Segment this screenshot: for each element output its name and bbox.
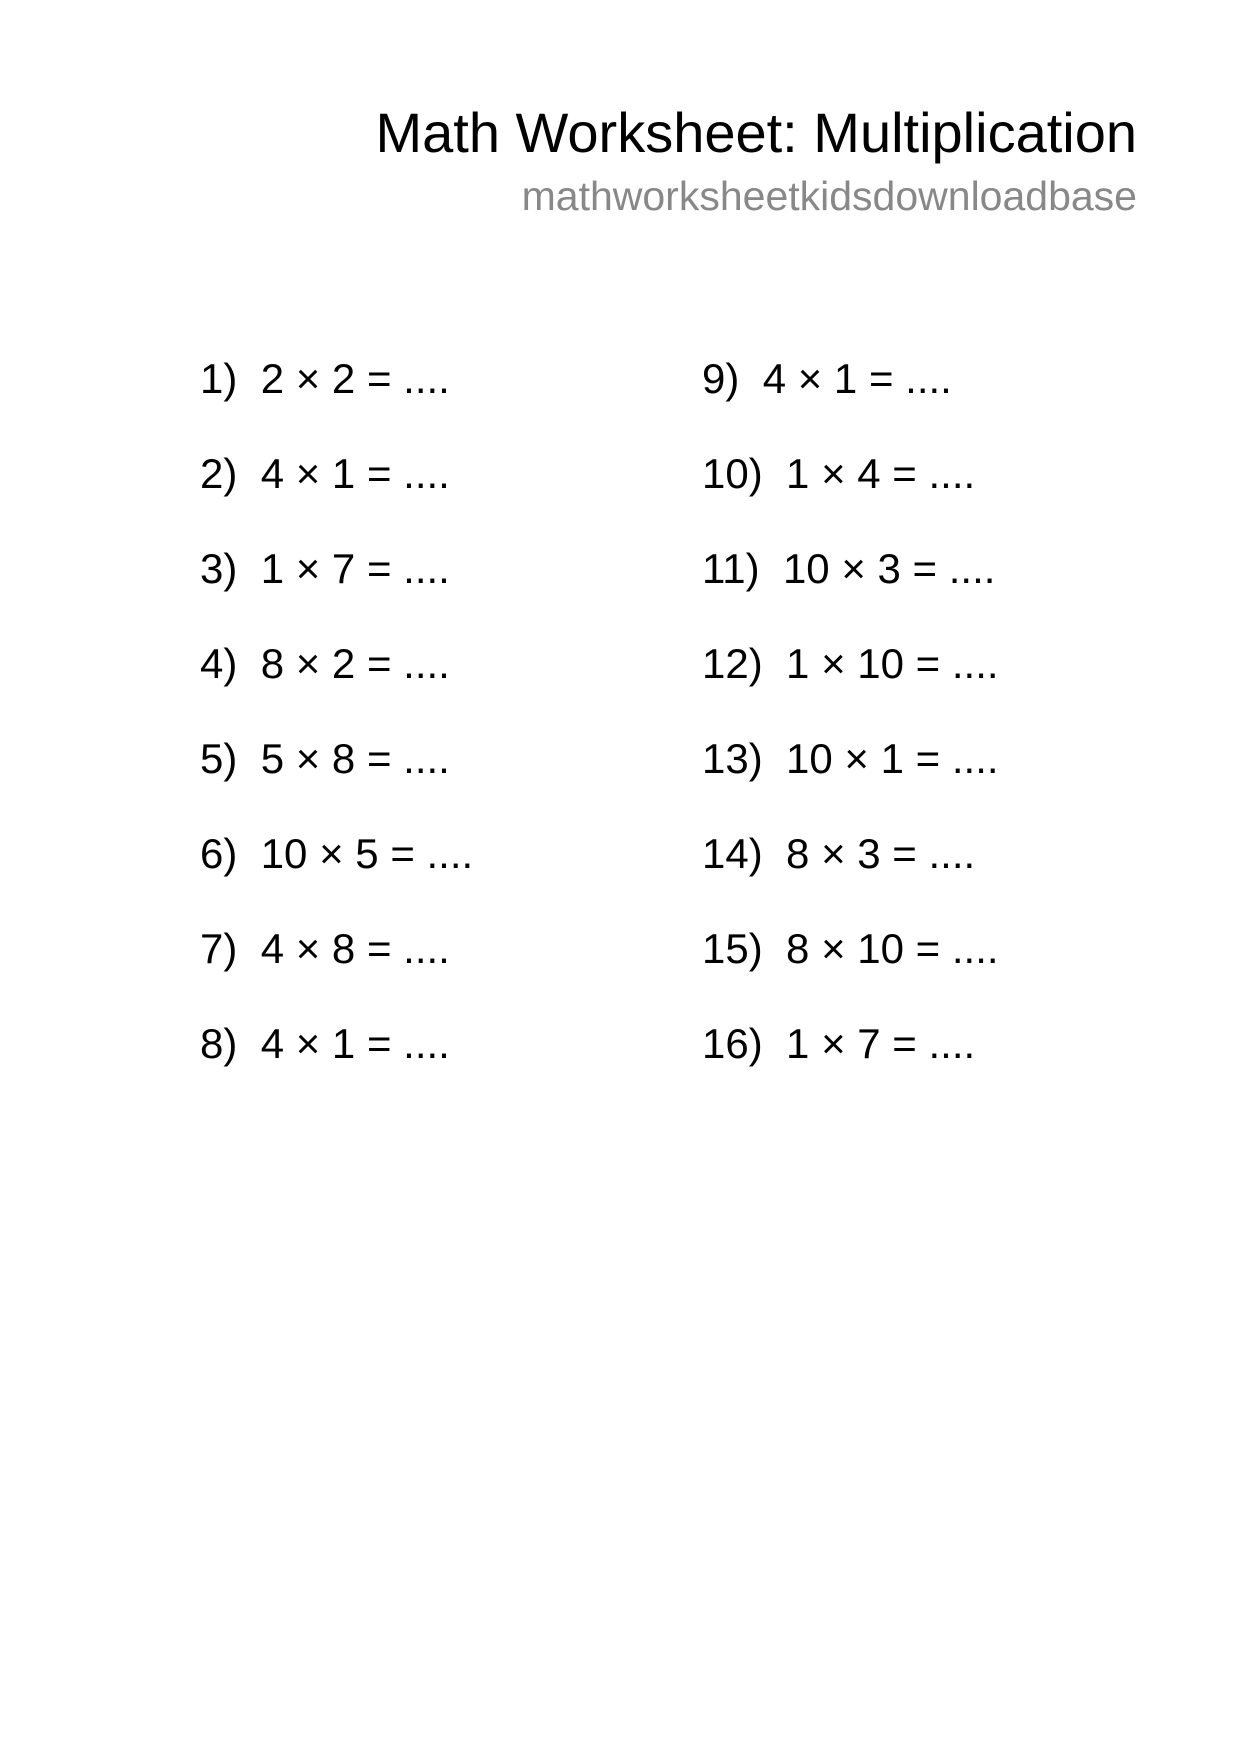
problem-expression: 4 × 1 = .... [260, 1020, 450, 1067]
problem-8 [200, 1015, 680, 1110]
problem-16 [702, 1015, 1182, 1110]
problem-9 [702, 350, 1182, 445]
problem-number: 16) [702, 1020, 763, 1067]
problem-number: 1) [200, 355, 238, 402]
problem-number: 12) [702, 640, 763, 687]
problem-6 [200, 825, 680, 920]
problem-15 [702, 920, 1182, 1015]
problem-expression: 10 × 3 = .... [782, 545, 996, 592]
problem-expression: 4 × 8 = .... [260, 925, 450, 972]
problem-5 [200, 730, 680, 825]
problem-number: 4) [200, 640, 238, 687]
problem-expression: 5 × 8 = .... [260, 735, 450, 782]
problem-expression: 2 × 2 = .... [260, 355, 450, 402]
problem-12 [702, 635, 1182, 730]
problem-number: 15) [702, 925, 763, 972]
problem-expression: 8 × 3 = .... [786, 830, 976, 877]
problem-expression: 10 × 1 = .... [786, 735, 999, 782]
problem-expression: 8 × 10 = .... [786, 925, 999, 972]
problem-2 [200, 445, 680, 540]
problem-expression: 4 × 1 = .... [762, 355, 952, 402]
problem-expression: 1 × 10 = .... [786, 640, 999, 687]
problem-expression: 1 × 7 = .... [786, 1020, 976, 1067]
problem-13 [702, 730, 1182, 825]
problem-11 [702, 540, 1182, 635]
problem-number: 8) [200, 1020, 238, 1067]
problem-1 [200, 350, 680, 445]
problem-4 [200, 635, 680, 730]
problem-number: 7) [200, 925, 238, 972]
worksheet-header [376, 98, 1138, 224]
problem-expression: 1 × 7 = .... [260, 545, 450, 592]
problem-expression: 8 × 2 = .... [260, 640, 450, 687]
problem-column-left [200, 350, 680, 1110]
problem-number: 3) [200, 545, 238, 592]
problem-7 [200, 920, 680, 1015]
problem-number: 10) [702, 450, 763, 497]
problem-10 [702, 445, 1182, 540]
problem-expression: 4 × 1 = .... [260, 450, 450, 497]
problem-number: 6) [200, 830, 238, 877]
problem-number: 14) [702, 830, 763, 877]
problem-3 [200, 540, 680, 635]
problem-14 [702, 825, 1182, 920]
problem-number: 2) [200, 450, 238, 497]
problem-expression: 1 × 4 = .... [786, 450, 976, 497]
problem-column-right [702, 350, 1182, 1110]
problem-number: 9) [702, 355, 740, 402]
page-subtitle: mathworksheetkidsdownloadbase [521, 173, 1137, 219]
problem-number: 5) [200, 735, 238, 782]
problem-number: 11) [702, 545, 760, 592]
problem-expression: 10 × 5 = .... [260, 830, 474, 877]
problem-number: 13) [702, 735, 763, 782]
page-title: Math Worksheet: Multiplication [375, 101, 1137, 164]
